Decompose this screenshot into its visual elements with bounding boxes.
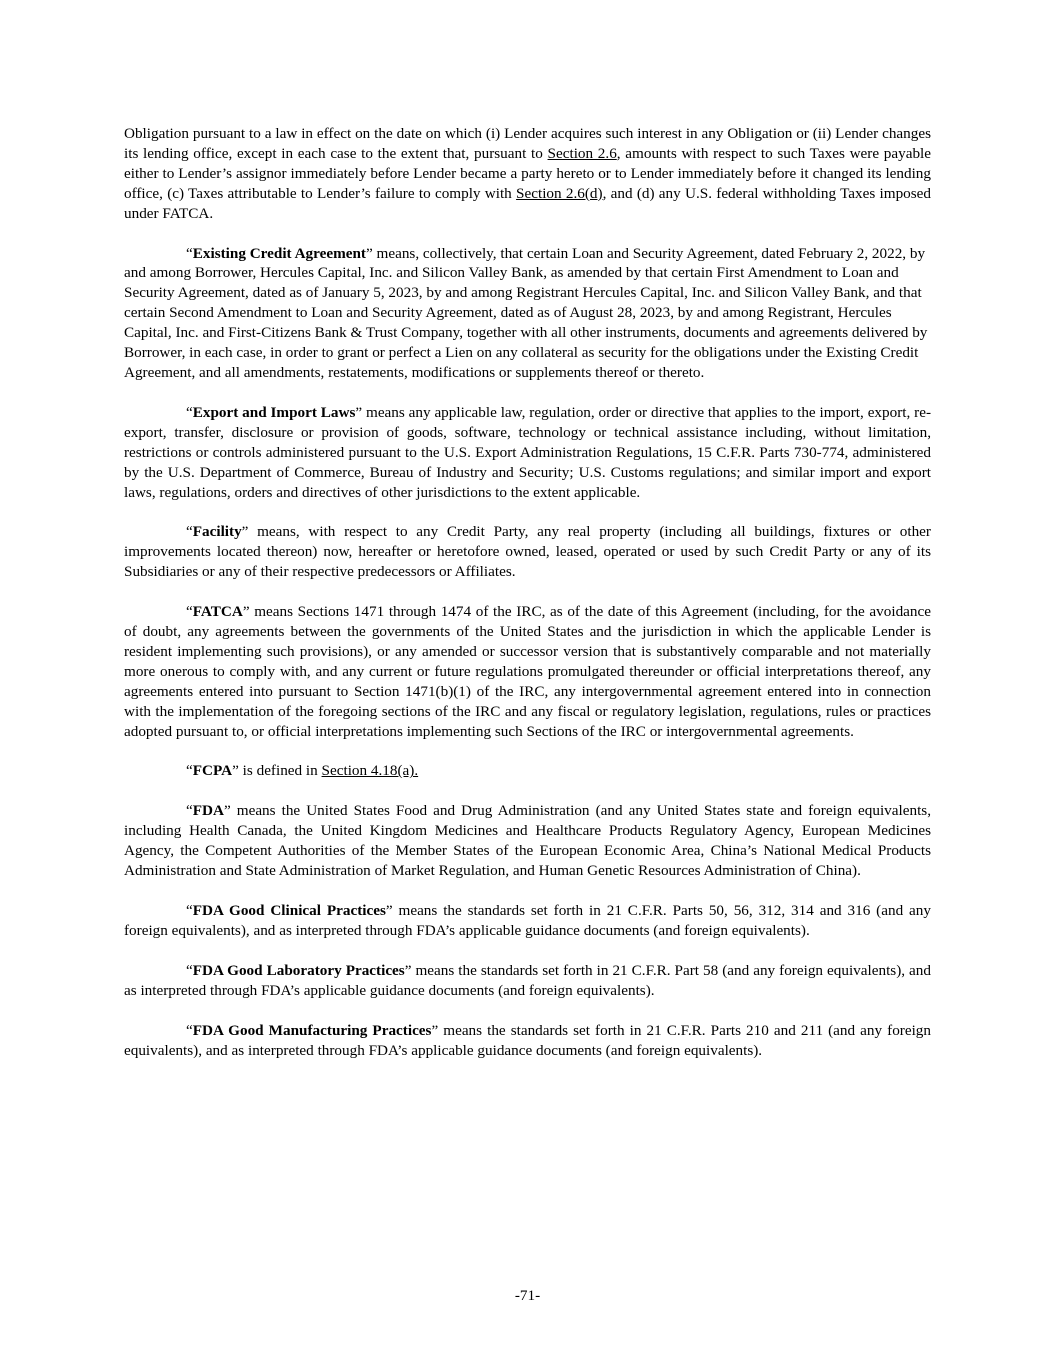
- paragraph-text: , amounts with respect to such Taxes were payable either to Lender’s assignor immediately before Lender became a party hereto or to Lender immediately before it changed its lending office, (c) Taxes attributable to Lender’s failure to comply with: [124, 144, 931, 202]
- definition-text: means any applicable law, regulation, order or directive that applies to the import, export, re-export, transfer, disclosure or provision of goods, software, technology or technical assistance including, without limitation, restrictions or controls administered pursuant to the U.S. Export Administration Regulations, 15 C.F.R. Parts 730-774, administered by the U.S. Department of Commerce, Bureau of Industry and Security; U.S. Customs regulations; and similar import and export laws, regulations, orders and directives of other jurisdictions to the extent applicable.: [124, 403, 931, 501]
- definition-existing-credit-agreement: “Existing Credit Agreement” means, collectively, that certain Loan and Security Agreement, dated February 2, 2022, by and among Borrower, Hercules Capital, Inc. and Silicon Valley Bank, as amended by that certain First Amendment to Loan and Security Agreement, dated as of January 5, 2023, by and among Registrant Hercules Capital, Inc. and Silicon Valley Bank, and that certain Second Amendment to Loan and Security Agreement, dated as of August 28, 2023, by and among Registrant, Hercules Capital, Inc. and First-Citizens Bank & Trust Company, together with all other instruments, documents and agreements delivered by Borrower, in each case, in order to grant or perfect a Lien on any collateral as security for the obligations under the Existing Credit Agreement, and all amendments, restatements, modifications or supplements thereof or thereto.: [124, 244, 928, 381]
- definition-text: means, with respect to any Credit Party, any real property (including all buildings, fixtures or other improvements located thereon) now, hereafter or heretofore owned, leased, operated or used by such Credit Party or any of its Subsidiaries or any of their respective predecessors or Affiliates.: [124, 523, 931, 581]
- defined-term: FDA Good Manufacturing Practices: [192, 1021, 432, 1039]
- defined-term: FDA Good Laboratory Practices: [192, 961, 405, 979]
- defined-term: FDA Good Clinical Practices: [192, 902, 386, 919]
- definition-fda-good-clinical-practices: “FDA Good Clinical Practices” means the standards set forth in 21 C.F.R. Parts 50, 56, 312, 314 and 316 (and any foreign equivalents), and as interpreted through FDA’s applicable guidance documents (and foreign equivalents).: [124, 902, 931, 939]
- defined-term: Existing Credit Agreement: [192, 244, 366, 262]
- definition-facility: “Facility” means, with respect to any Credit Party, any real property (including all buildings, fixtures or other improvements located thereon) now, hereafter or heretofore owned, leased, operated or used by such Credit Party or any of its Subsidiaries or any of their respective predecessors or Affiliates.: [124, 523, 931, 581]
- section-reference: Section 4.18(a).: [321, 762, 419, 780]
- definition-text: means, collectively, that certain Loan and Security Agreement, dated February 2, 2022, by and among Borrower, Hercules Capital, Inc. and Silicon Valley Bank, as amended by that certain First Amendment to Loan and Security Agreement, dated as of January 5, 2023, by and among Registrant Hercules Capital, Inc. and Silicon Valley Bank, and that certain Second Amendment to Loan and Security Agreement, dated as of August 28, 2023, by and among Registrant, Hercules Capital, Inc. and First-Citizens Bank & Trust Company, together with all other instruments, documents and agreements delivered by Borrower, in each case, in order to grant or perfect a Lien on any collateral as security for the obligations under the Existing Credit Agreement, and all amendments, restatements, modifications or supplements thereof or thereto.: [124, 244, 928, 381]
- paragraph-continuation: [124, 124, 931, 224]
- defined-term: FCPA: [192, 762, 233, 780]
- paragraph-text: , and (d) any U.S. federal withholding Taxes imposed under FATCA.: [124, 184, 932, 222]
- definition-export-and-import-laws: “Export and Import Laws” means any applicable law, regulation, order or directive that applies to the import, export, re-export, transfer, disclosure or provision of goods, software, technology or technical assistance including, without limitation, restrictions or controls administered pursuant to the U.S. Export Administration Regulations, 15 C.F.R. Parts 730-774, administered by the U.S. Department of Commerce, Bureau of Industry and Security; U.S. Customs regulations; and similar import and export laws, regulations, orders and directives of other jurisdictions to the extent applicable.: [124, 403, 931, 501]
- definition-fcpa: “FCPA” is defined in Section 4.18(a).: [186, 762, 419, 780]
- section-reference: Section 2.6: [547, 144, 617, 162]
- defined-term: Facility: [192, 523, 242, 541]
- definition-fda-good-manufacturing-practices: “FDA Good Manufacturing Practices” means the standards set forth in 21 C.F.R. Parts 210 and 211 (and any foreign equivalents), and as interpreted through FDA’s applicable guidance documents (and foreign equivalents).: [124, 1021, 931, 1059]
- definition-text: means the standards set forth in 21 C.F.R. Parts 50, 56, 312, 314 and 316 (and any foreign equivalents), and as interpreted through FDA’s applicable guidance documents (and foreign equivalents).: [124, 902, 931, 939]
- defined-term: FDA: [192, 802, 224, 820]
- page-number: -71-: [514, 1287, 541, 1304]
- definition-fda-good-laboratory-practices: “FDA Good Laboratory Practices” means the standards set forth in 21 C.F.R. Part 58 (and any foreign equivalents), and as interpreted through FDA’s applicable guidance documents (and foreign equivalents).: [124, 961, 931, 999]
- definition-fatca: “FATCA” means Sections 1471 through 1474 of the IRC, as of the date of this Agreement (including, for the avoidance of doubt, any agreements between the governments of the United States and the jurisdiction in which the applicable Lender is resident implementing such provisions), or any amended or successor version that is substantively comparable and not materially more onerous to comply with, and any current or future regulations promulgated thereunder or official interpretations thereof, any agreements entered into pursuant to Section 1471(b)(1) of the IRC, any intergovernmental agreement entered into in connection with the implementation of the foregoing sections of the IRC and any fiscal or regulatory legislation, regulations, rules or practices adopted pursuant to, or official interpretations implementing such Sections of the IRC or intergovernmental agreements.: [124, 603, 931, 740]
- defined-term: FATCA: [192, 603, 243, 621]
- paragraph-text: Obligation pursuant to a law in effect on the date on which (i) Lender acquires such interest in any Obligation or (ii) Lender changes its lending office, except in each case to the extent that, pursuant to: [124, 125, 931, 162]
- definition-text: means the standards set forth in 21 C.F.R. Parts 210 and 211 (and any foreign equivalents), and as interpreted through FDA’s applicable guidance documents (and foreign equivalents).: [124, 1021, 931, 1059]
- definition-fda: “FDA” means the United States Food and Drug Administration (and any United States state and foreign equivalents, including Health Canada, the United Kingdom Medicines and Healthcare Products Regulatory Agency, European Medicines Agency, the Competent Authorities of the Member States of the European Economic Area, China’s National Medical Products Administration and State Administration of Market Regulation, and Human Genetic Resources Administration of China).: [124, 802, 931, 880]
- definition-text: means Sections 1471 through 1474 of the IRC, as of the date of this Agreement (including, for the avoidance of doubt, any agreements between the governments of the United States and the jurisdiction in which the applicable Lender is resident implementing such provisions), or any amended or successor version that is substantively comparable and not materially more onerous to comply with, and any current or future regulations promulgated thereunder or official interpretations thereof, any agreements entered into pursuant to Section 1471(b)(1) of the IRC, any intergovernmental agreement entered into in connection with the implementation of the foregoing sections of the IRC and any fiscal or regulatory legislation, regulations, rules or practices adopted pursuant to, or official interpretations implementing such Sections of the IRC or intergovernmental agreements.: [124, 603, 931, 740]
- defined-term: Export and Import Laws: [192, 403, 356, 421]
- definition-text: is defined in: [238, 762, 322, 780]
- definition-text: means the United States Food and Drug Administration (and any United States state and foreign equivalents, including Health Canada, the United Kingdom Medicines and Healthcare Products Regulatory Agency, European Medicines Agency, the Competent Authorities of the Member States of the European Economic Area, China’s National Medical Products Administration and State Administration of Market Regulation, and Human Genetic Resources Administration of China).: [124, 802, 931, 880]
- document-page: [124, 124, 931, 1080]
- definition-text: means the standards set forth in 21 C.F.R. Part 58 (and any foreign equivalents), and as interpreted through FDA’s applicable guidance documents (and foreign equivalents).: [124, 961, 931, 999]
- section-reference: Section 2.6(d): [516, 184, 603, 202]
